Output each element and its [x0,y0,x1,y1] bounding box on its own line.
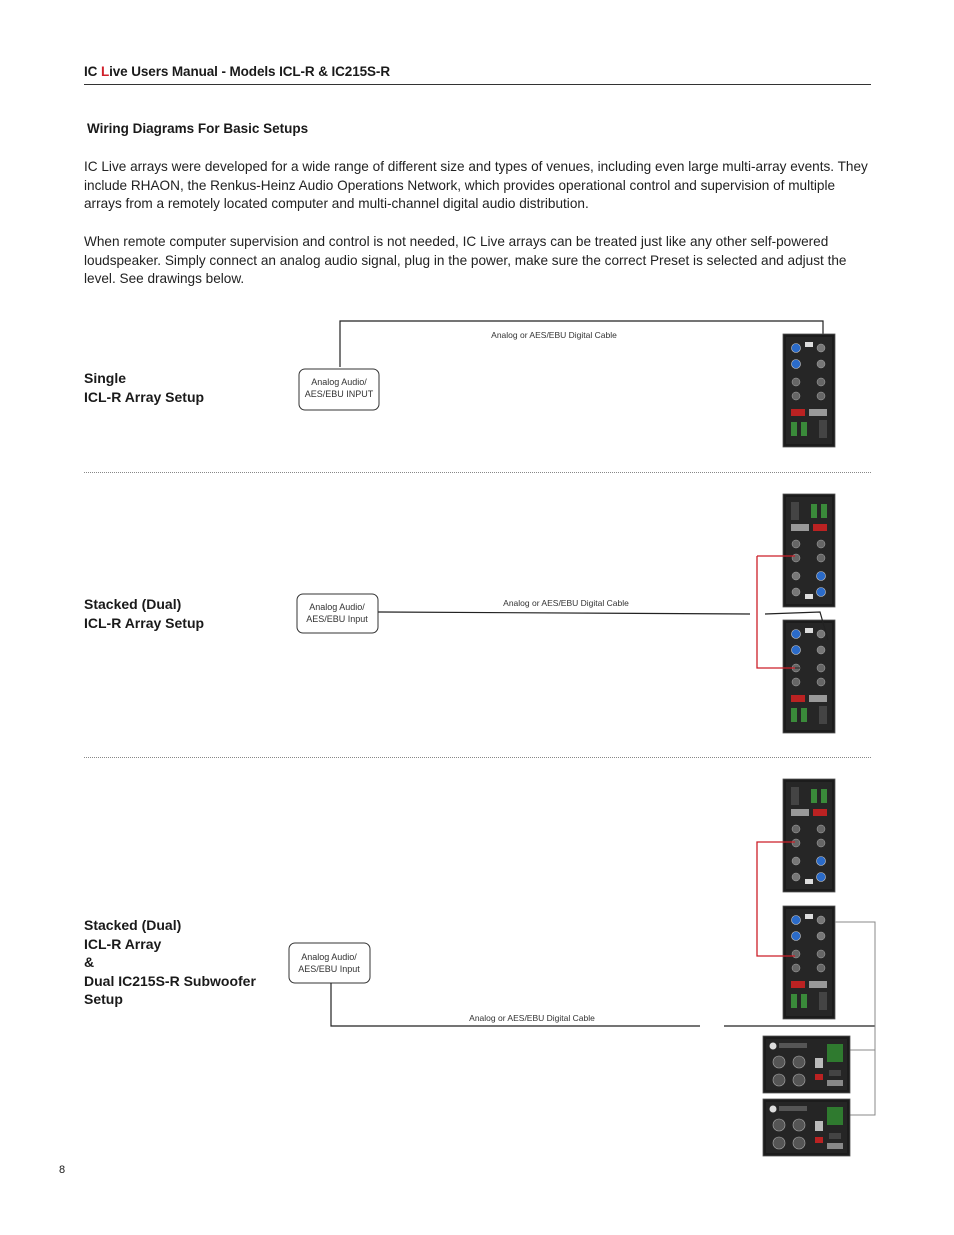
section-title: Wiring Diagrams For Basic Setups [87,121,309,136]
stacked-label-line2: ICL-R Array Setup [84,614,205,631]
intro-paragraph-1: IC Live arrays were developed for a wide range of different size and types of venues, including even large multi-array events. They include RHAON, the Renkus-Heinz Audio Operations Network, which provides operational control and supervision of multiple arrays from a remotely located computer and multi-channel digital audio distribution. [84,159,868,212]
single-diagram [299,321,835,447]
single-label-line2: ICL-R Array Setup [84,388,205,405]
stacked-sub-diagram [289,779,875,1156]
stacked-sub-input-line2: AES/EBU Input [298,964,360,974]
single-label-line1: Single [84,370,127,386]
intro-paragraph-2: When remote computer supervision and control is not needed, IC Live arrays can be treated just like any other self-powered loudspeaker. Simply connect an analog audio signal, plug in the power, make sure the correct Preset is selected and adjust the level. See drawings below. [84,234,847,287]
stacked-input-line1: Analog Audio/ [309,602,365,612]
subwoofer-panel-bottom [763,1099,850,1156]
single-icl-panel [783,334,835,447]
stacked-sub-cable-label: Analog or AES/EBU Digital Cable [469,1013,595,1023]
stacked-cable-label: Analog or AES/EBU Digital Cable [503,598,629,608]
stacked-sub-input-box [289,943,370,983]
stacked-sub-input-line1: Analog Audio/ [301,952,357,962]
stacked-sub-label-line5: Setup [84,991,123,1008]
stacked-input-line2: AES/EBU Input [306,614,368,624]
single-input-line1: Analog Audio/ [311,377,367,387]
stacked-sub-icl-panel-bottom [783,906,835,1019]
page-number: 8 [59,1164,66,1176]
header-red-letter: L [100,64,110,79]
stacked-sub-label-line4: Dual IC215S-R Subwoofer [84,972,256,989]
header-title: ive Users Manual - Models ICL-R & IC215S-R [109,64,390,79]
stacked-icl-panel-top [783,494,835,607]
single-input-line2: AES/EBU INPUT [304,389,374,399]
header-prefix: IC [84,64,101,79]
stacked-sub-label-line1: Stacked (Dual) [84,917,182,933]
stacked-sub-icl-panel-top [783,779,835,892]
single-cable-label: Analog or AES/EBU Digital Cable [491,330,617,340]
stacked-label-line1: Stacked (Dual) [84,596,182,612]
stacked-sub-label-line3: & [84,954,95,971]
subwoofer-panel-top [763,1036,850,1093]
stacked-sub-label-line2: ICL-R Array [84,935,162,952]
stacked-diagram [297,494,835,733]
